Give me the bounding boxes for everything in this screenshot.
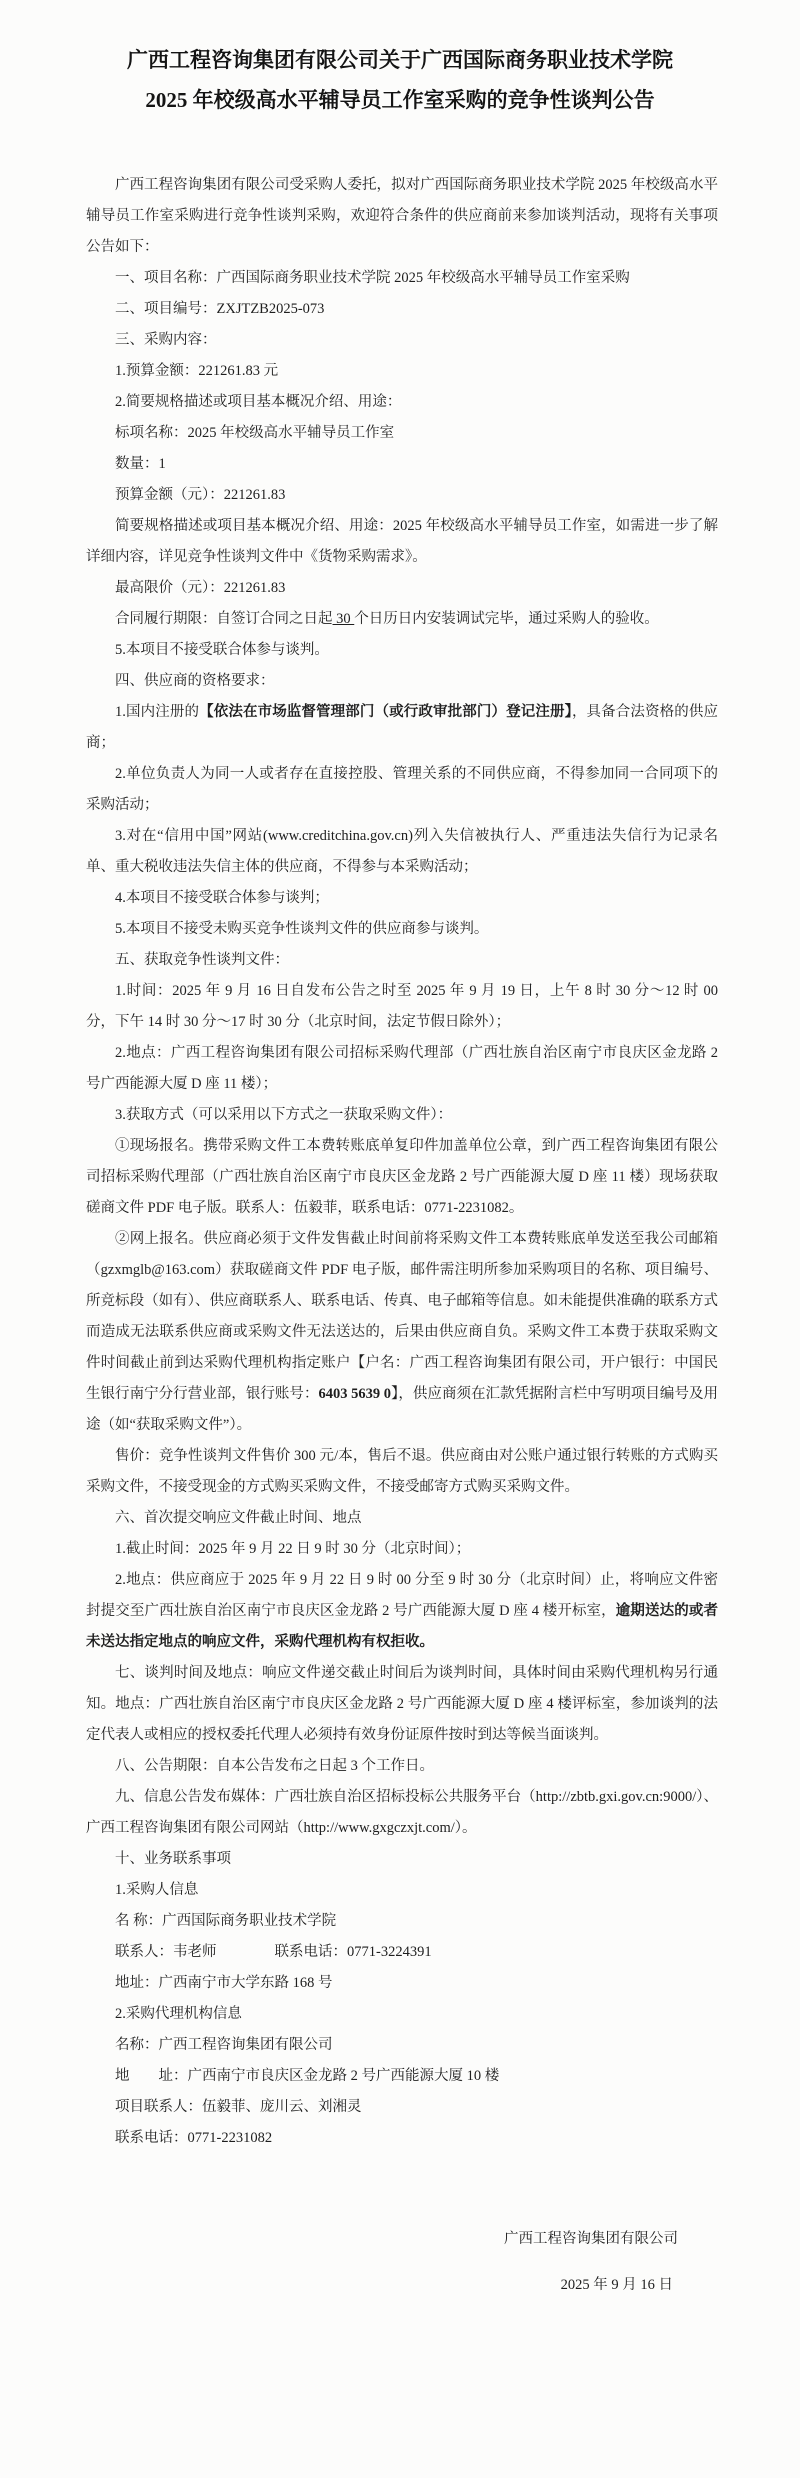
project-name: 一、项目名称：广西国际商务职业技术学院 2025 年校级高水平辅导员工作室采购 — [115, 270, 630, 286]
purchaser-address: 地址：广西南宁市大学东路 168 号 — [115, 1975, 333, 1991]
qualification-2: 2.单位负责人为同一人或者存在直接控股、管理关系的不同供应商，不得参加同一合同项下的采购活动； — [86, 766, 718, 813]
announcement-period: 八、公告期限：自本公告发布之日起 3 个工作日。 — [115, 1758, 434, 1774]
procurement-content-heading: 三、采购内容： — [115, 332, 217, 348]
obtain-method-heading: 3.获取方式（可以采用以下方式之一获取采购文件）： — [115, 1107, 453, 1123]
purchaser-info-heading: 1.采购人信息 — [115, 1882, 199, 1898]
spec-description: 简要规格描述或项目基本概况介绍、用途：2025 年校级高水平辅导员工作室，如需进一步了解详细内容，详见竞争性谈判文件中《货物采购需求》。 — [86, 518, 718, 565]
obtain-method-online: ②网上报名。供应商必须于文件发售截止时间前将采购文件工本费转账底单发送至我公司邮箱（gzxmglb@163.com）获取磋商文件 PDF 电子版，邮件需注明所参加采购项目的名称、项目编号、所竞标段（如有）、供应商联系人、联系电话、传真、电子邮箱等信息。如未能提供准确的联系方式而造成无法联系供应商或采购文件无法送达的，后果由供应商自负。采购文件工本费于获取采购文件时间截止前到达采购代理机构指定账户【户名：广西工程咨询集团有限公司，开户银行：中国民生银行南宁分行营业部，银行账号：6403 5639 0】，供应商须在汇款凭据附言栏中写明项目编号及用途（如“获取采购文件”）。 — [86, 1231, 719, 1433]
document-price: 售价：竞争性谈判文件售价 300 元/本，售后不退。供应商由对公账户通过银行转账的方式购买采购文件，不接受现金的方式购买采购文件，不接受邮寄方式购买采购文件。 — [86, 1448, 718, 1495]
agency-name: 名称：广西工程咨询集团有限公司 — [115, 2037, 333, 2053]
document-title: 广西工程咨询集团有限公司关于广西国际商务职业技术学院 2025 年校级高水平辅导员工作室采购的竞争性谈判公告 — [127, 48, 673, 112]
project-number: 二、项目编号：ZXJTZB2025-073 — [115, 301, 325, 317]
quantity: 数量：1 — [115, 456, 166, 472]
obtain-documents-heading: 五、获取竞争性谈判文件： — [115, 952, 289, 968]
announcement-media: 九、信息公告发布媒体：广西壮族自治区招标投标公共服务平台（http://zbtb.gxi.gov.cn:9000/）、广西工程咨询集团有限公司网站（http://www.gxgczxjt.com/）。 — [86, 1789, 718, 1836]
business-contact-heading: 十、业务联系事项 — [115, 1851, 231, 1867]
qualification-3: 3.对在“信用中国”网站(www.creditchina.gov.cn)列入失信被执行人、严重违法失信行为记录名单、重大税收违法失信主体的供应商，不得参与本采购活动； — [86, 828, 718, 875]
agency-info-heading: 2.采购代理机构信息 — [115, 2006, 242, 2022]
submission-location: 2.地点：供应商应于 2025 年 9 月 22 日 9 时 00 分至 9 时 30 分（北京时间）止，将响应文件密封提交至广西壮族自治区南宁市良庆区金龙路 2 号广西能源大厦 D 座 4 楼开标室，逾期送达的或者未送达指定地点的响应文件，采购代理机构有权拒收。 — [86, 1572, 719, 1650]
item-name: 标项名称：2025 年校级高水平辅导员工作室 — [115, 425, 395, 441]
submission-deadline-heading: 六、首次提交响应文件截止时间、地点 — [115, 1510, 362, 1526]
max-price: 最高限价（元）：221261.83 — [115, 580, 286, 596]
agency-address: 地 址：广西南宁市良庆区金龙路 2 号广西能源大厦 10 楼 — [115, 2068, 500, 2084]
supplier-qualifications-heading: 四、供应商的资格要求： — [115, 673, 275, 689]
obtain-time: 1.时间：2025 年 9 月 16 日自发布公告之时至 2025 年 9 月 19 日，上午 8 时 30 分～12 时 00 分，下午 14 时 30 分～17 时 30 分（北京时间，法定节假日除外）； — [86, 983, 718, 1030]
footer-company-name: 广西工程咨询集团有限公司 — [504, 2231, 678, 2247]
purchaser-contact: 联系人：韦老师 联系电话：0771-3224391 — [115, 1944, 432, 1960]
submission-deadline-time: 1.截止时间：2025 年 9 月 22 日 9 时 30 分（北京时间）； — [115, 1541, 471, 1557]
negotiation-time-location: 七、谈判时间及地点：响应文件递交截止时间后为谈判时间，具体时间由采购代理机构另行通知。地点：广西壮族自治区南宁市良庆区金龙路 2 号广西能源大厦 D 座 4 楼评标室，参加谈判的法定代表人或相应的授权委托代理人必须持有效身份证原件按时到达等候当面谈判。 — [86, 1665, 718, 1743]
no-consortium-note: 5.本项目不接受联合体参与谈判。 — [115, 642, 329, 658]
document-body — [0, 170, 800, 2154]
intro-paragraph: 广西工程咨询集团有限公司受采购人委托，拟对广西国际商务职业技术学院 2025 年校级高水平辅导员工作室采购进行竞争性谈判采购，欢迎符合条件的供应商前来参加谈判活动，现将有关事项公告如下： — [86, 177, 718, 255]
qualification-5: 5.本项目不接受未购买竞争性谈判文件的供应商参与谈判。 — [115, 921, 489, 937]
agency-contacts: 项目联系人：伍毅菲、庞川云、刘湘灵 — [115, 2099, 362, 2115]
obtain-method-onsite: ①现场报名。携带采购文件工本费转账底单复印件加盖单位公章，到广西工程咨询集团有限公司招标采购代理部（广西壮族自治区南宁市良庆区金龙路 2 号广西能源大厦 D 座 11 楼）现场获取磋商文件 PDF 电子版。联系人：伍毅菲，联系电话：0771-2231082。 — [86, 1138, 718, 1216]
item-budget-amount: 预算金额（元）：221261.83 — [115, 487, 286, 503]
obtain-location: 2.地点：广西工程咨询集团有限公司招标采购代理部（广西壮族自治区南宁市良庆区金龙路 2 号广西能源大厦 D 座 11 楼）； — [86, 1045, 718, 1092]
qualification-4: 4.本项目不接受联合体参与谈判； — [115, 890, 329, 906]
contract-period: 合同履行期限：自签订合同之日起 30 个日历日内安装调试完毕，通过采购人的验收。 — [115, 611, 659, 627]
footer-date: 2025 年 9 月 16 日 — [560, 2277, 673, 2293]
agency-phone: 联系电话：0771-2231082 — [115, 2130, 273, 2146]
purchaser-name: 名 称：广西国际商务职业技术学院 — [115, 1913, 337, 1929]
qualification-1: 1.国内注册的【依法在市场监督管理部门（或行政审批部门）登记注册】，具备合法资格的供应商； — [86, 704, 719, 751]
budget-amount: 1.预算金额：221261.83 元 — [115, 363, 279, 379]
spec-description-heading: 2.简要规格描述或项目基本概况介绍、用途： — [115, 394, 402, 410]
document-footer — [0, 2216, 800, 2308]
